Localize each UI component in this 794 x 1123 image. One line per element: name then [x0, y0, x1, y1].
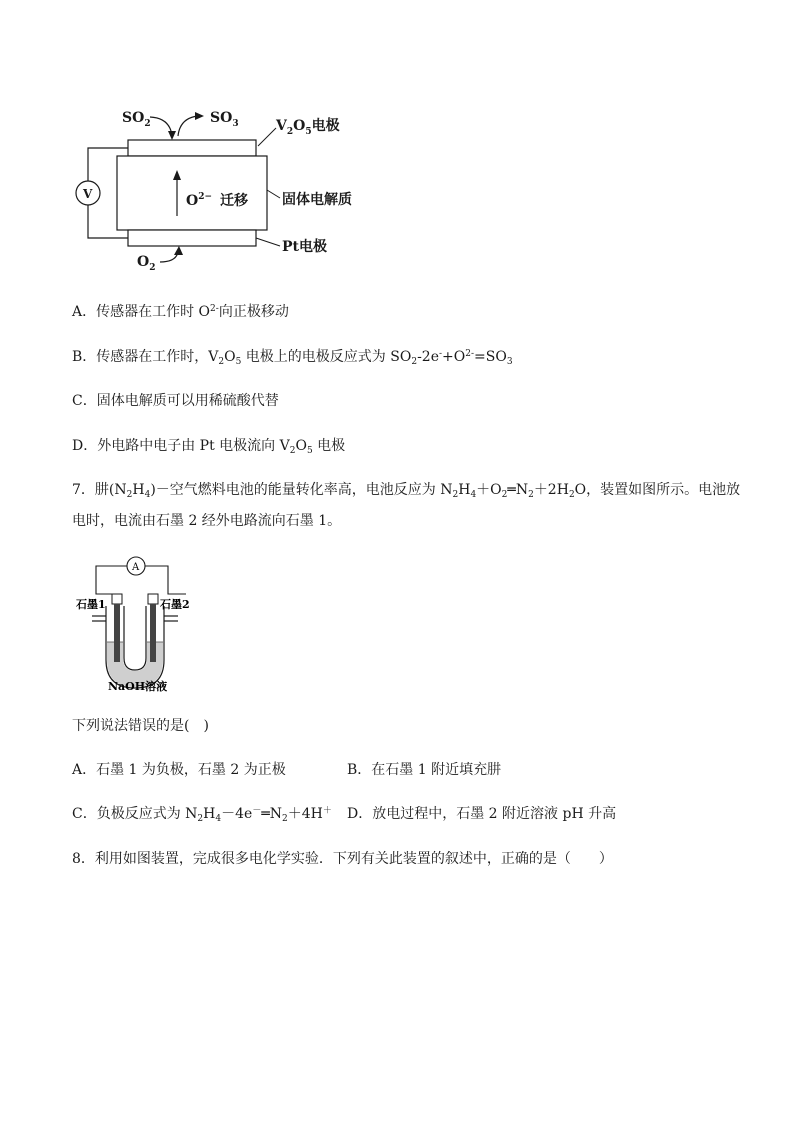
- v2o5-leader: [258, 128, 276, 146]
- o2-gas-label: $O_2$: [137, 254, 156, 273]
- q7-option-d: D．放电过程中，石墨 2 附近溶液 pH 升高: [347, 806, 617, 822]
- v2o5-label: $V_2O_5$电极: [276, 118, 340, 137]
- q7-option-c: C．负极反应式为 $N_2H_4-4e^-═N_2+4H^+$: [72, 806, 332, 824]
- so2-arrow-head: [168, 131, 176, 140]
- v2o5-electrode: [128, 140, 256, 156]
- so2-in-arrow: [150, 117, 172, 136]
- graphite1-rod: [114, 604, 120, 662]
- graphite2-label: 石墨2: [160, 598, 190, 611]
- so3-arrow-head: [195, 112, 204, 120]
- q7-option-b: B．在石墨 1 附近填充肼: [347, 762, 502, 778]
- q7-stem-line1: 7．肼$(N_2H_4)-$空气燃料电池的能量转化率高，电池反应为 $N_2H_4+O_2═N_2+2H_2O$，装置如图所示。电池放: [72, 482, 741, 500]
- q7-prompt: 下列说法错误的是( ): [72, 718, 209, 734]
- graphite1-label: 石墨1: [76, 598, 106, 611]
- pt-label: Pt电极: [282, 239, 327, 255]
- so2-label: $SO_2$: [122, 110, 151, 129]
- so3-label: $SO_3$: [210, 110, 239, 129]
- graphite1-cap: [112, 594, 122, 604]
- q6-option-c: C．固体电解质可以用稀硫酸代替: [72, 393, 279, 409]
- graphite2-cap: [148, 594, 158, 604]
- pt-electrode: [128, 230, 256, 246]
- q6-option-a: A．传感器在工作时 $O^{2-}$向正极移动: [72, 304, 289, 320]
- voltmeter-label: V: [83, 187, 93, 201]
- naoh-label: NaOH溶液: [108, 680, 168, 693]
- q7-option-a: A．石墨 1 为负极，石墨 2 为正极: [72, 762, 286, 778]
- electrolyte-label: 固体电解质: [282, 192, 352, 208]
- ammeter-label: A: [132, 562, 140, 573]
- pt-leader: [256, 238, 280, 246]
- q8-stem: 8．利用如图装置，完成很多电化学实验．下列有关此装置的叙述中，正确的是（ ）: [72, 851, 613, 867]
- q6-option-b: B．传感器在工作时，$V_2O_5$ 电极上的电极反应式为 $SO_2-2e^-+O^{2-}=SO_3$: [72, 349, 513, 367]
- graphite2-rod: [150, 604, 156, 662]
- q7-stem-line2: 电时，电流由石墨 2 经外电路流向石墨 1。: [72, 513, 342, 529]
- u-tube-inner: [124, 606, 146, 670]
- fuel-cell-diagram: [68, 550, 268, 700]
- sensor-diagram: [0, 0, 794, 300]
- q6-option-d: D．外电路中电子由 Pt 电极流向 $V_2O_5$ 电极: [72, 438, 346, 456]
- o2-arrow-head: [174, 246, 183, 255]
- o2-ion-label: $O^{2-}$ 迁移: [186, 192, 249, 209]
- electrolyte-leader: [267, 190, 280, 198]
